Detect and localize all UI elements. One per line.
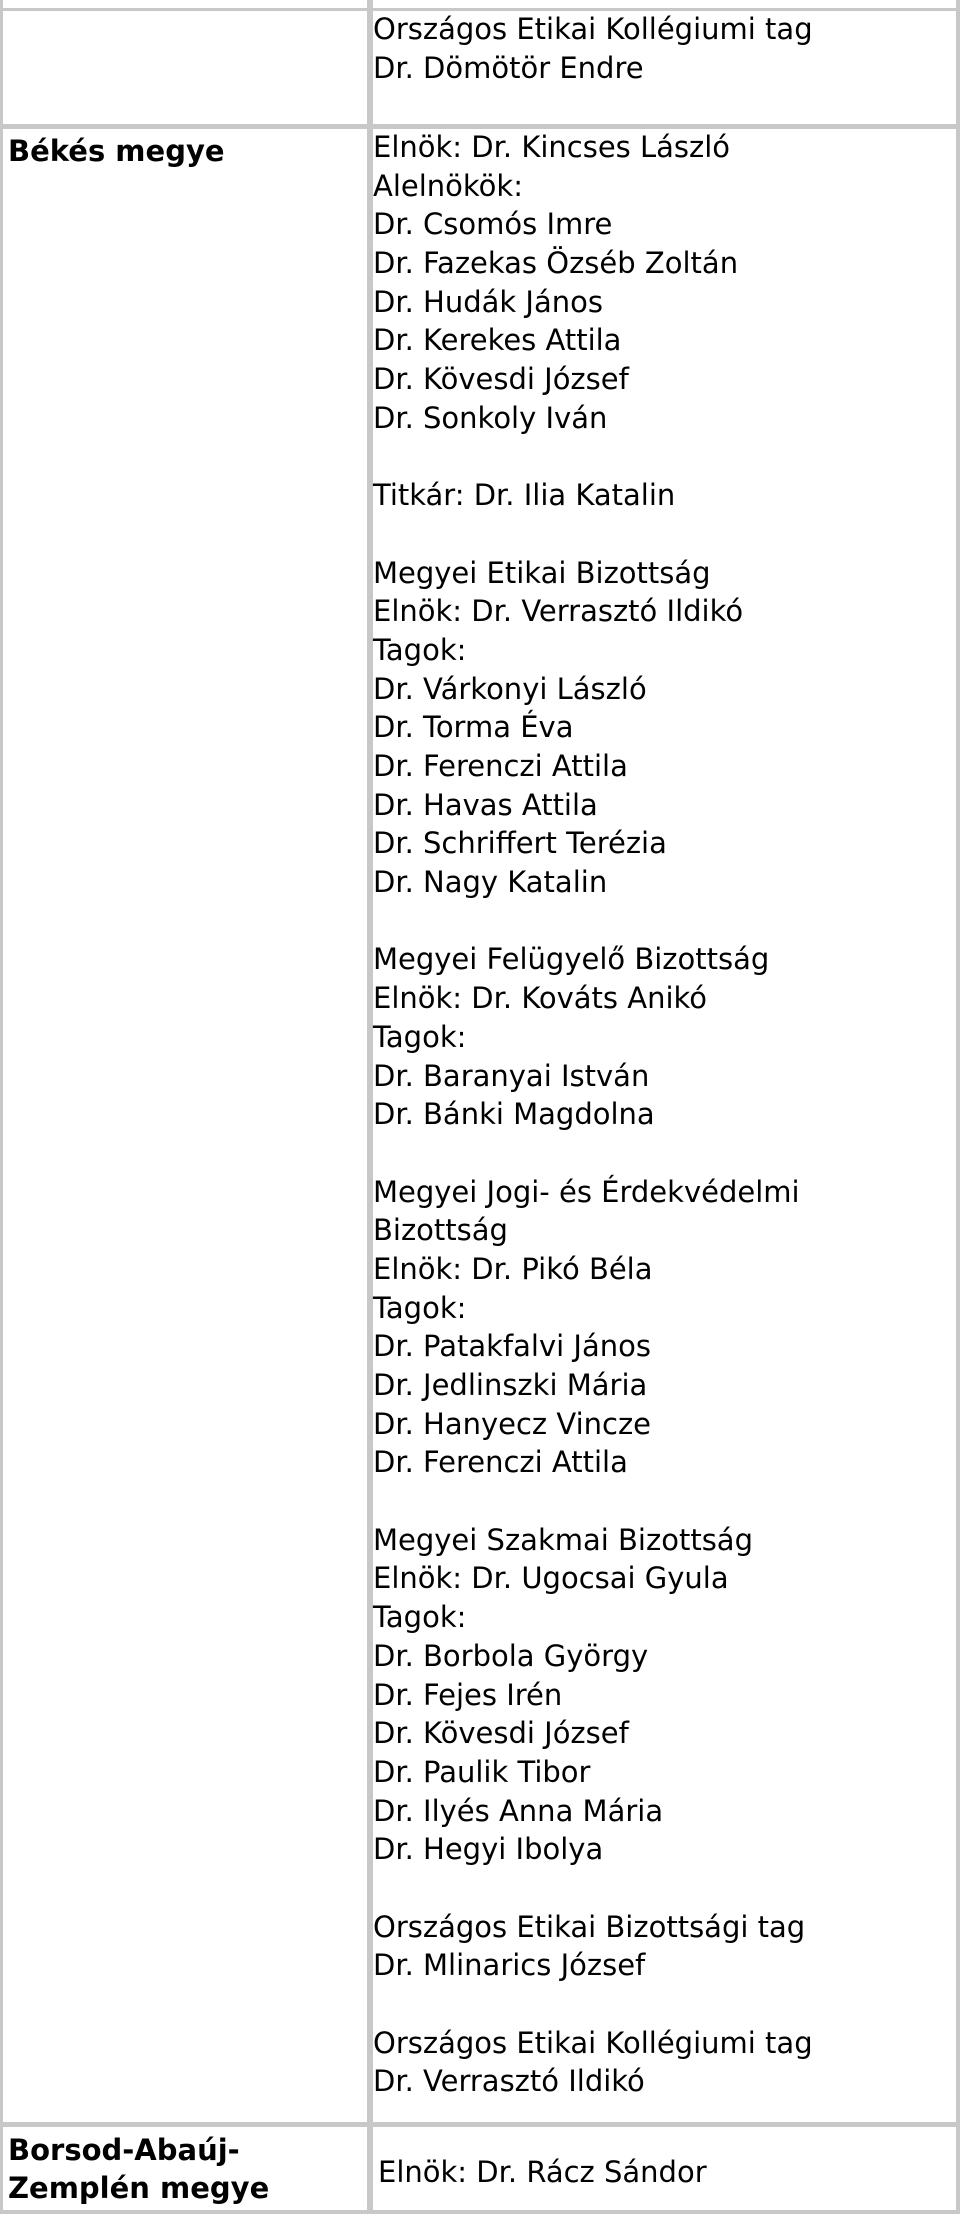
table-border-left	[0, 0, 3, 2214]
text-line: Tagok:	[373, 1290, 467, 1325]
spacer	[373, 1482, 813, 1521]
spacer	[373, 1869, 813, 1908]
text-line: Dr. Sonkoly Iván	[373, 400, 608, 435]
spacer	[373, 515, 813, 554]
text-line: Dr. Mlinarics József	[373, 1948, 646, 1983]
text-line: Tagok:	[373, 1600, 467, 1635]
section-heading: Megyei Etikai Bizottság	[373, 555, 711, 590]
region-cell	[8, 2131, 269, 2207]
text-line: Dr. Csomós Imre	[373, 207, 613, 242]
text-line: Dr. Dömötör Endre	[373, 50, 644, 85]
text-line: Dr. Hudák János	[373, 284, 603, 319]
members-cell	[378, 2153, 707, 2192]
text-line: Dr. Fejes Irén	[373, 1677, 563, 1712]
section-heading: Megyei Jogi- és Érdekvédelmi	[373, 1174, 800, 1209]
table-border-right	[956, 0, 960, 2214]
text-line: Dr. Patakfalvi János	[373, 1329, 651, 1364]
text-line: Dr. Várkonyi László	[373, 671, 647, 706]
text-line: Dr. Baranyai István	[373, 1058, 650, 1093]
text-line: Titkár: Dr. Ilia Katalin	[373, 478, 676, 513]
text-line: Dr. Havas Attila	[373, 787, 598, 822]
text-line: Dr. Hanyecz Vincze	[373, 1406, 652, 1441]
members-cell	[373, 10, 813, 87]
text-line: Tagok:	[373, 1019, 467, 1054]
text-line: Dr. Ferenczi Attila	[373, 749, 628, 783]
text-line: Dr. Schriffert Terézia	[373, 826, 667, 861]
spacer	[373, 438, 813, 477]
row-divider	[0, 2122, 960, 2127]
text-line: Dr. Ferenczi Attila	[373, 1445, 628, 1480]
section-heading: Országos Etikai Bizottsági tag	[373, 1909, 806, 1944]
table-border-bottom	[0, 2210, 960, 2214]
section-heading: Országos Etikai Kollégiumi tag	[373, 2025, 813, 2060]
section-heading: Bizottság	[373, 1213, 508, 1248]
text-line: Dr. Hegyi Ibolya	[373, 1832, 604, 1867]
region-name: Békés megye	[8, 134, 225, 168]
section-heading: Megyei Felügyelő Bizottság	[373, 942, 770, 977]
text-line: Elnök: Dr. Pikó Béla	[373, 1251, 653, 1286]
region-cell	[8, 132, 225, 170]
members-cell	[373, 128, 813, 2101]
text-line: Elnök: Dr. Ugocsai Gyula	[373, 1561, 729, 1596]
text-line: Országos Etikai Kollégiumi tag	[373, 12, 813, 46]
text-line: Dr. Nagy Katalin	[373, 865, 608, 900]
text-line: Elnök: Dr. Kováts Anikó	[373, 981, 708, 1016]
text-line: Dr. Bánki Magdolna	[373, 1097, 655, 1132]
spacer	[373, 902, 813, 941]
text-line: Dr. Torma Éva	[373, 710, 574, 745]
spacer	[373, 1985, 813, 2024]
text-line: Dr. Paulik Tibor	[373, 1754, 591, 1789]
text-line: Alelnökök:	[373, 168, 523, 203]
text-line: Dr. Borbola György	[373, 1638, 649, 1673]
text-line: Dr. Verrasztó Ildikó	[373, 2064, 645, 2099]
text-line: Elnök: Dr. Rácz Sándor	[378, 2155, 707, 2189]
text-line: Dr. Jedlinszki Mária	[373, 1368, 648, 1402]
text-line: Dr. Kerekes Attila	[373, 323, 622, 358]
text-line: Elnök: Dr. Verrasztó Ildikó	[373, 594, 744, 629]
text-line: Dr. Kövesdi József	[373, 362, 629, 397]
region-name-line: Zemplén megye	[8, 2171, 270, 2205]
text-line: Tagok:	[373, 632, 467, 667]
text-line: Dr. Fazekas Özséb Zoltán	[373, 246, 739, 281]
text-line: Dr. Ilyés Anna Mária	[373, 1793, 664, 1828]
spacer	[373, 1134, 813, 1173]
section-heading: Megyei Szakmai Bizottság	[373, 1522, 753, 1557]
text-line: Elnök: Dr. Kincses László	[373, 130, 731, 164]
region-name-line: Borsod-Abaúj-	[8, 2133, 240, 2167]
text-line: Dr. Kövesdi József	[373, 1716, 629, 1751]
